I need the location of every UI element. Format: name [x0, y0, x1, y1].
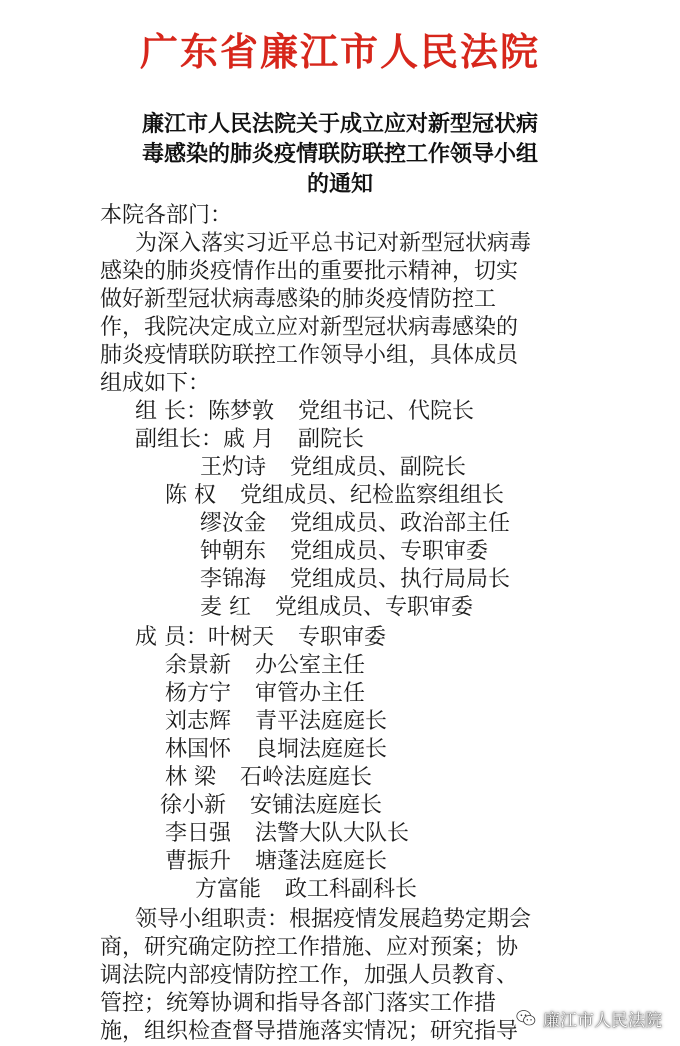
member-row [165, 482, 504, 510]
member-row [165, 736, 387, 764]
member-row [200, 566, 510, 594]
intro-line: 组成如下： [100, 371, 211, 396]
salutation: 本院各部门： [100, 203, 233, 228]
member-prefix: 组 长： [135, 399, 208, 424]
member-row [160, 792, 382, 820]
member-role: 安铺法庭庭长 [250, 793, 383, 818]
member-name: 李锦海 [200, 567, 267, 592]
member-row [195, 876, 417, 904]
intro-line: 做好新型冠状病毒感染的肺炎疫情防控工 [100, 287, 497, 312]
watermark-text: 廉江市人民法院 [543, 1010, 662, 1031]
member-role: 塘蓬法庭庭长 [255, 849, 388, 874]
member-role: 党组书记、代院长 [298, 399, 475, 424]
intro-line: 为深入落实习近平总书记对新型冠状病毒 [135, 231, 532, 256]
member-role: 良垌法庭庭长 [255, 737, 388, 762]
duty-line: 商，研究确定防控工作措施、应对预案；协 [100, 935, 519, 960]
member-name: 缪汝金 [200, 511, 267, 536]
member-role: 专职审委 [298, 625, 387, 650]
member-prefix: 成 员： [135, 625, 208, 650]
member-role: 石岭法庭庭长 [240, 765, 373, 790]
member-role: 党组成员、政治部主任 [290, 511, 511, 536]
duty-line: 施，组织检查督导措施落实情况；研究指导 [100, 1019, 519, 1044]
title-line: 的通知 [306, 172, 373, 197]
member-name: 叶树天 [208, 625, 275, 650]
member-role: 党组成员、专职审委 [275, 595, 474, 620]
member-name: 林国怀 [165, 737, 232, 762]
member-role: 党组成员、副院长 [290, 455, 467, 480]
member-role: 党组成员、纪检监察组组长 [240, 483, 505, 508]
member-prefix: 副组长： [135, 427, 224, 452]
member-row [135, 398, 474, 426]
member-name: 林 梁 [165, 765, 216, 790]
member-name: 曹振升 [165, 849, 232, 874]
member-name: 戚 月 [223, 427, 275, 452]
duty-line: 管控；统筹协调和指导各部门落实工作措 [100, 991, 497, 1016]
member-role: 党组成员、专职审委 [290, 539, 489, 564]
intro-line: 感染的肺炎疫情作出的重要批示精神，切实 [100, 259, 519, 284]
member-name: 麦 红 [200, 595, 251, 620]
member-name: 王灼诗 [200, 455, 267, 480]
member-role: 政工科副科长 [285, 877, 418, 902]
duty-line: 调法院内部疫情防控工作，加强人员教育、 [100, 963, 519, 988]
member-name: 徐小新 [160, 793, 227, 818]
member-role: 法警大队大队长 [255, 821, 410, 846]
watermark [515, 1003, 662, 1033]
member-name: 杨方宁 [165, 681, 232, 706]
member-role: 青平法庭庭长 [255, 709, 388, 734]
duty-line: 领导小组职责：根据疫情发展趋势定期会 [135, 907, 532, 932]
member-row [165, 652, 365, 680]
intro-line: 作，我院决定成立应对新型冠状病毒感染的 [100, 315, 519, 340]
member-row [165, 848, 387, 876]
member-row [200, 538, 488, 566]
member-row [200, 454, 466, 482]
wechat-icon [515, 1007, 537, 1029]
member-row [200, 510, 510, 538]
member-name: 钟朝东 [200, 539, 267, 564]
title-line: 廉江市人民法院关于成立应对新型冠状病 [141, 112, 538, 137]
document-title [95, 110, 585, 200]
member-row [165, 820, 409, 848]
member-row [200, 594, 473, 622]
member-row [135, 426, 364, 454]
member-name: 方富能 [195, 877, 262, 902]
member-row [165, 708, 387, 736]
member-role: 副院长 [298, 427, 365, 452]
member-role: 办公室主任 [255, 653, 366, 678]
member-row [165, 680, 365, 708]
member-name: 陈 权 [165, 483, 216, 508]
title-line: 毒感染的肺炎疫情联防联控工作领导小组 [141, 142, 538, 167]
intro-line: 肺炎疫情联防联控工作领导小组，具体成员 [100, 343, 519, 368]
member-name: 刘志辉 [165, 709, 232, 734]
member-name: 陈梦敦 [208, 399, 275, 424]
member-name: 余景新 [165, 653, 232, 678]
member-row [165, 764, 372, 792]
member-name: 李日强 [165, 821, 232, 846]
member-row [135, 624, 386, 652]
org-name: 广东省廉江市人民法院 [139, 30, 540, 74]
member-role: 党组成员、执行局局长 [290, 567, 511, 592]
member-role: 审管办主任 [255, 681, 366, 706]
